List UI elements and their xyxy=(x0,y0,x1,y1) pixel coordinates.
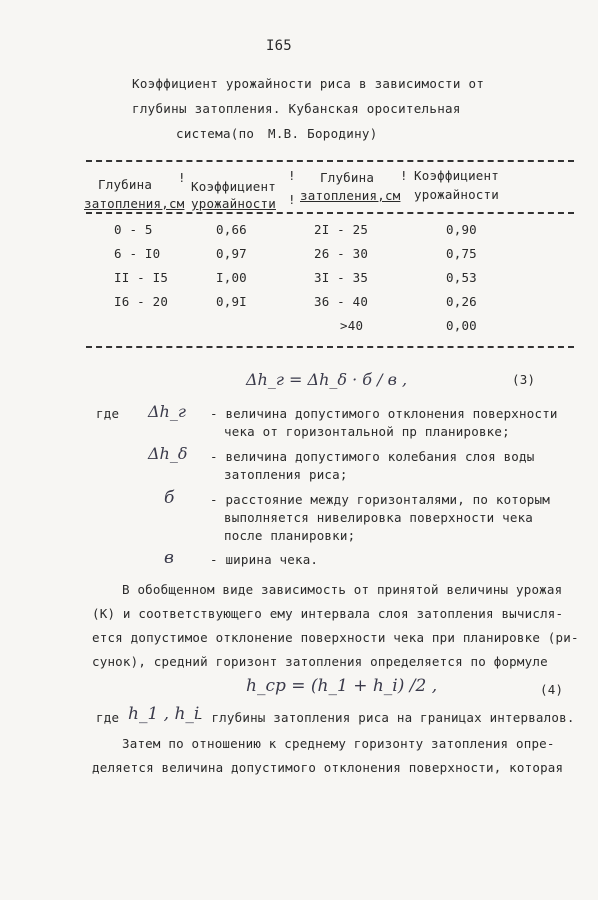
definition-line: после планировки; xyxy=(224,528,356,543)
definition-symbol: в xyxy=(164,548,174,568)
page-number: I65 xyxy=(266,38,292,54)
table-title-line-3b: М.В. Бородину) xyxy=(268,126,378,141)
cell-coef-2: 0,75 xyxy=(446,246,477,261)
cell-depth-2: 26 - 30 xyxy=(314,246,369,261)
cell-coef-1: 0,97 xyxy=(216,246,247,261)
cell-coef-1: I,00 xyxy=(216,270,247,285)
where-label: где xyxy=(96,406,120,421)
formula-3: Δh_г = Δh_δ · б / в , xyxy=(246,370,408,389)
cell-coef-2: 0,00 xyxy=(446,318,477,333)
cell-coef-1: 0,66 xyxy=(216,222,247,237)
definition-line: затопления риса; xyxy=(224,467,348,482)
cell-coef-2: 0,53 xyxy=(446,270,477,285)
cell-depth-1: 0 - 5 xyxy=(114,222,153,237)
paragraph-line: сунок), средний горизонт затопления определяется по формуле xyxy=(92,654,548,669)
cell-coef-2: 0,90 xyxy=(446,222,477,237)
header-coef-2-line1: Коэффициент xyxy=(414,168,499,183)
cell-depth-2: 36 - 40 xyxy=(314,294,369,309)
cell-coef-2: 0,26 xyxy=(446,294,477,309)
where-2-text: - глубины затопления риса на границах интервалов. xyxy=(196,710,575,725)
header-coef-1-line2: урожайности xyxy=(191,196,276,211)
where-2-symbols: h_1 , h_i xyxy=(128,704,200,724)
cell-depth-1: I6 - 20 xyxy=(114,294,169,309)
cell-coef-1: 0,9I xyxy=(216,294,247,309)
header-sep-4: ! xyxy=(400,168,408,183)
header-sep-1: ! xyxy=(178,170,186,185)
formula-3-number: (3) xyxy=(512,372,536,387)
paragraph-line: деляется величина допустимого отклонения поверхности, которая xyxy=(92,760,564,775)
table-title-line-1: Коэффициент урожайности риса в зависимости от xyxy=(132,76,485,91)
definition-line: - величина допустимого отклонения поверхности xyxy=(210,406,558,421)
header-depth-2-line2: затопления,см xyxy=(300,188,401,203)
formula-4: h_ср = (h_1 + h_i) /2 , xyxy=(246,676,438,696)
table-bottom-rule xyxy=(86,346,574,348)
header-sep-3: ! xyxy=(288,192,296,207)
paragraph-line: ется допустимое отклонение поверхности чека при планировке (ри- xyxy=(92,630,579,645)
paragraph-line: В обобщенном виде зависимость от принятой величины урожая xyxy=(122,582,563,597)
header-depth-1-line2: затопления,см xyxy=(84,196,185,211)
table-top-rule xyxy=(86,160,574,162)
table-title-line-3a: система(по xyxy=(176,126,255,141)
cell-depth-1: 6 - I0 xyxy=(114,246,161,261)
header-coef-1-line1: Коэффициент xyxy=(191,179,276,194)
definition-symbol: Δh_δ xyxy=(148,444,188,463)
header-coef-2-line2: урожайности xyxy=(414,187,499,202)
table-title-line-2: глубины затопления. Кубанская оросительная xyxy=(132,101,461,116)
definition-line: - величина допустимого колебания слоя воды xyxy=(210,449,535,464)
paragraph-line: Затем по отношению к среднему горизонту затопления опре- xyxy=(122,736,555,751)
cell-depth-2: 2I - 25 xyxy=(314,222,369,237)
header-depth-1-line1: Глубина xyxy=(98,177,153,192)
definition-line: - расстояние между горизонталями, по которым xyxy=(210,492,550,507)
definition-line: - ширина чека. xyxy=(210,552,319,567)
header-sep-2: ! xyxy=(288,168,296,183)
cell-depth-1: II - I5 xyxy=(114,270,169,285)
definition-symbol: б xyxy=(164,488,175,508)
paragraph-line: (К) и соответствующего ему интервала слоя затопления вычисля- xyxy=(92,606,564,621)
table-header-rule xyxy=(86,212,574,214)
definition-line: выполняется нивелировка поверхности чека xyxy=(224,510,534,525)
where-label-2: где xyxy=(96,710,120,725)
definition-line: чека от горизонтальной пр планировке; xyxy=(224,424,510,439)
cell-depth-2: 3I - 35 xyxy=(314,270,369,285)
header-depth-2-line1: Глубина xyxy=(320,170,375,185)
definition-symbol: Δh_г xyxy=(148,402,186,421)
formula-4-number: (4) xyxy=(540,682,564,697)
cell-depth-2: >40 xyxy=(340,318,364,333)
